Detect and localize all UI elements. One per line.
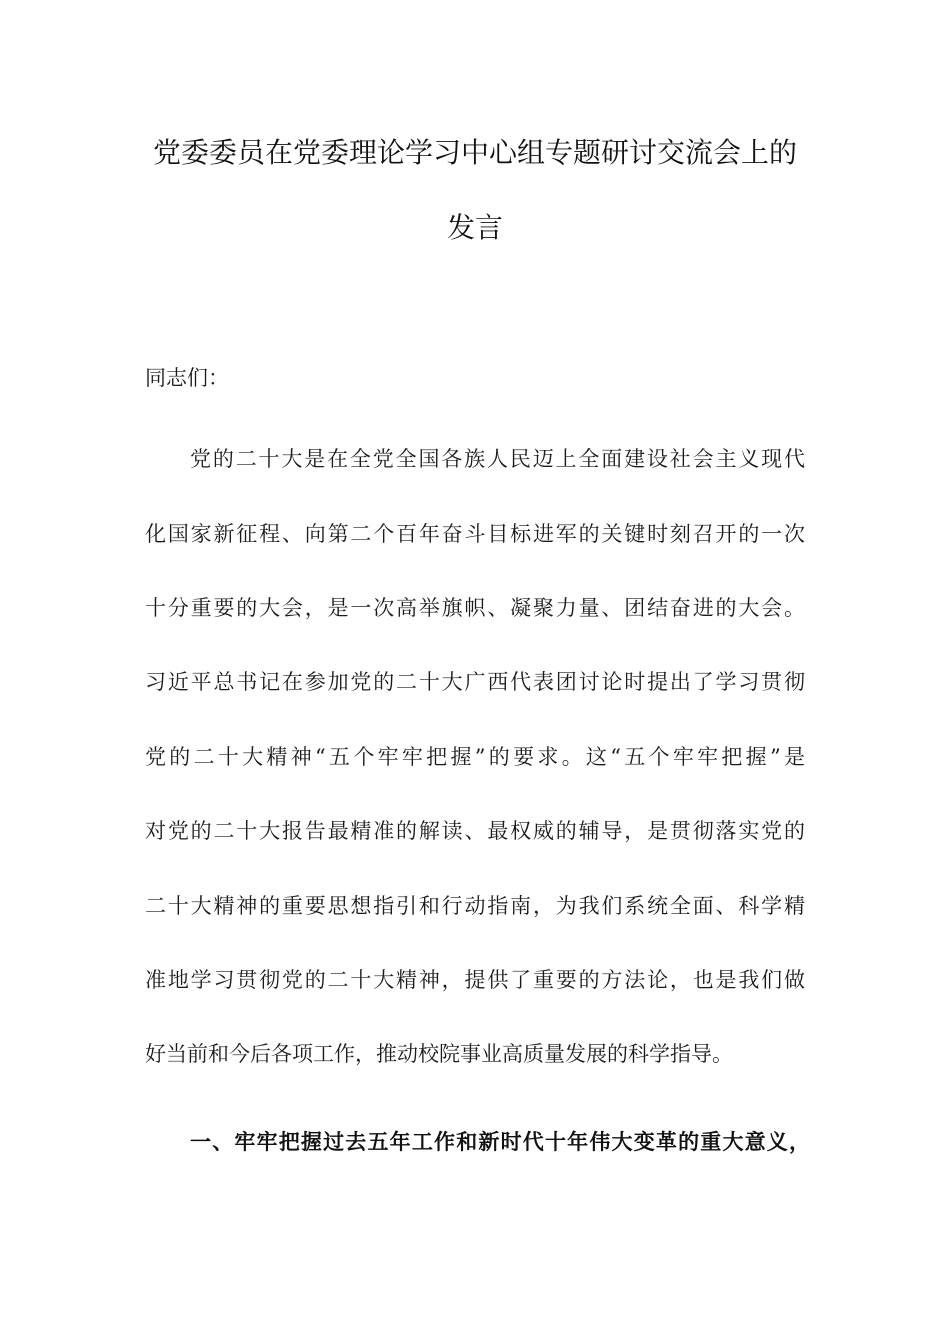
salutation: 同志们： — [145, 366, 229, 390]
paragraph-line: 习近平总书记在参加党的二十大广西代表团讨论时提出了学习贯彻 — [145, 670, 805, 694]
paragraph-line: 党的二十大精神“五个牢牢把握”的要求。这“五个牢牢把握”是 — [145, 745, 805, 769]
paragraph-line: 二十大精神的重要思想指引和行动指南，为我们系统全面、科学精 — [145, 894, 805, 918]
paragraph-line: 对党的二十大报告最精准的解读、最权威的辅导，是贯彻落实党的 — [145, 819, 805, 843]
paragraph-line: 党的二十大是在全党全国各族人民迈上全面建设社会主义现代 — [190, 447, 805, 471]
paragraph-line: 十分重要的大会，是一次高举旗帜、凝聚力量、团结奋进的大会。 — [145, 596, 805, 620]
document-title-line-1: 党委委员在党委理论学习中心组专题研讨交流会上的 — [152, 136, 797, 169]
document-title-line-2: 发言 — [446, 211, 503, 244]
paragraph-line: 好当前和今后各项工作，推动校院事业高质量发展的科学指导。 — [145, 1042, 733, 1066]
paragraph-line: 化国家新征程、向第二个百年奋斗目标进军的关键时刻召开的一次 — [145, 522, 805, 546]
section-heading-1: 一、牢牢把握过去五年工作和新时代十年伟大变革的重大意义， — [190, 1130, 810, 1154]
paragraph-line: 准地学习贯彻党的二十大精神，提供了重要的方法论，也是我们做 — [145, 968, 805, 992]
